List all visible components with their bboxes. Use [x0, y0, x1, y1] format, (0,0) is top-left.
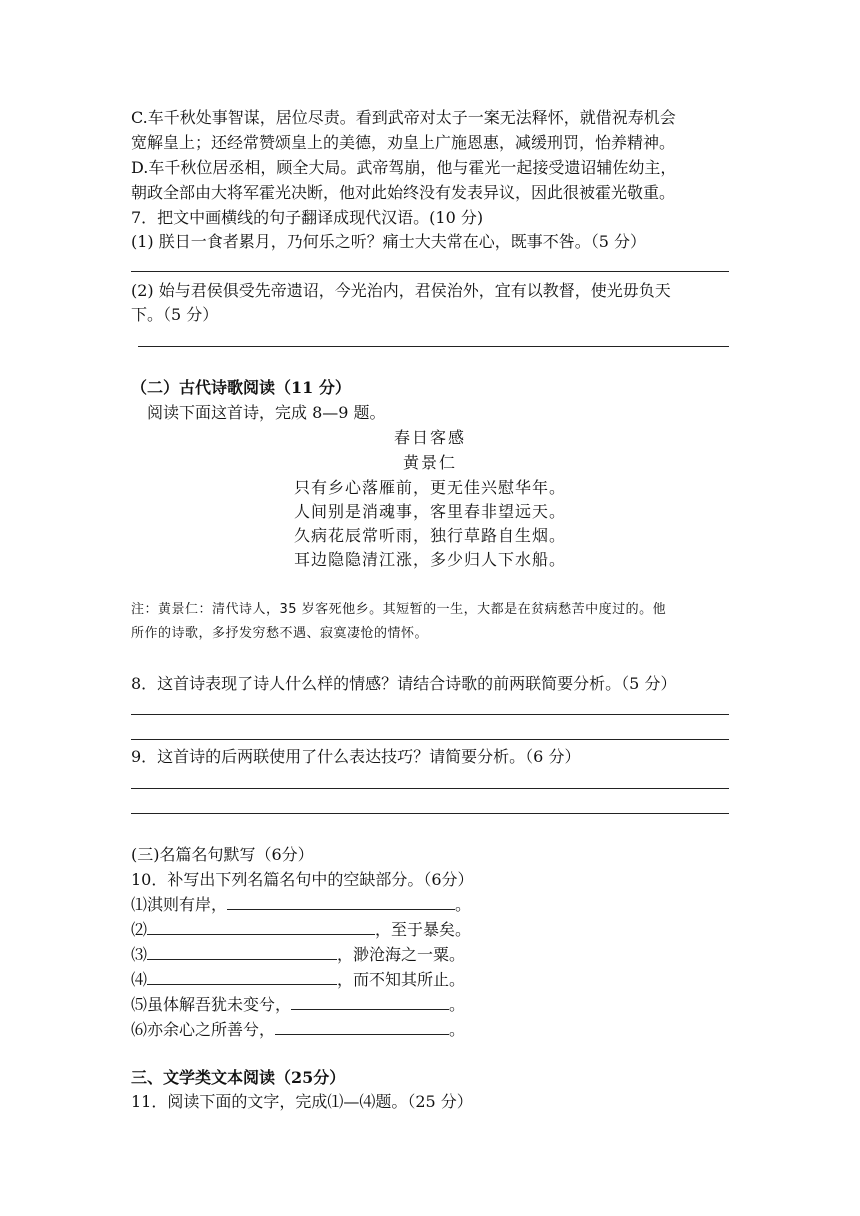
dictation-suffix: ，而不知其所止。	[337, 970, 466, 989]
answer-line-q8-1[interactable]	[131, 714, 729, 715]
q11-text: 11．阅读下面的文字，完成⑴—⑷题。（25 分）	[131, 1092, 473, 1111]
answer-line-q9-2[interactable]	[131, 813, 729, 814]
q7-sentence-2-line-1: (2) 始与君侯俱受先帝遗诏，今光治内，君侯治外，宜有以教督，使光毋负天	[131, 281, 671, 300]
dictation-blank-3[interactable]	[147, 943, 337, 960]
poem-note-line-1: 注：黄景仁：清代诗人，35 岁客死他乡。其短暂的一生，大都是在贫病愁苦中度过的。他	[131, 602, 667, 617]
dictation-blank-4[interactable]	[147, 968, 337, 985]
dictation-item-3	[131, 943, 465, 967]
dictation-blank-5[interactable]	[291, 993, 449, 1010]
section-3-heading: (三)名篇名句默写（6分）	[131, 845, 314, 864]
dictation-suffix: 。	[449, 1020, 466, 1039]
dictation-suffix: 。	[455, 895, 472, 914]
dictation-item-5	[131, 993, 465, 1017]
dictation-item-6	[131, 1018, 465, 1042]
option-d-line-2: 朝政全部由大将军霍光决断，他对此始终没有发表异议，因此很被霍光敬重。	[131, 183, 676, 202]
dictation-blank-2[interactable]	[147, 918, 375, 935]
dictation-blank-1[interactable]	[227, 893, 455, 910]
dictation-prefix: ⑸虽体解吾犹未变兮，	[131, 995, 292, 1014]
section-2-heading: （二）古代诗歌阅读（11 分）	[131, 378, 351, 397]
q10-text: 10．补写出下列名篇名句中的空缺部分。（6分）	[131, 870, 474, 889]
poem-line-3: 久病花辰常听雨，独行草路自生烟。	[293, 526, 566, 545]
poem-note-line-2: 所作的诗歌，多抒发穷愁不遇、寂寞凄怆的情怀。	[131, 626, 429, 641]
poem-title: 春日客感	[393, 428, 466, 447]
dictation-prefix: ⑹亦余心之所善兮，	[131, 1020, 276, 1039]
dictation-blank-6[interactable]	[275, 1018, 449, 1035]
q8-text: 8．这首诗表现了诗人什么样的情感？请结合诗歌的前两联简要分析。（5 分）	[131, 674, 677, 693]
dictation-item-1	[131, 893, 471, 917]
q7-title: 7．把文中画横线的句子翻译成现代汉语。(10 分)	[131, 208, 484, 227]
q7-sentence-2-line-2: 下。（5 分）	[131, 305, 219, 324]
q7-sentence-1: (1) 朕日一食者累月，乃何乐之听？痛士大夫常在心，既事不咎。（5 分）	[131, 232, 647, 251]
section-2-intro: 阅读下面这首诗，完成 8—9 题。	[147, 403, 386, 422]
part-3-heading: 三、文学类文本阅读（25分）	[131, 1068, 346, 1087]
dictation-prefix: ⑵	[131, 920, 148, 939]
dictation-suffix: 。	[449, 995, 466, 1014]
poem-author: 黄景仁	[402, 453, 457, 472]
dictation-prefix: ⑶	[131, 945, 148, 964]
dictation-suffix: ，渺沧海之一粟。	[337, 945, 466, 964]
answer-line-q7-2[interactable]	[138, 346, 729, 347]
poem-line-2: 人间别是消魂事，客里春非望远天。	[293, 502, 566, 521]
dictation-suffix: ，至于暴矣。	[375, 920, 472, 939]
answer-line-q8-2[interactable]	[131, 739, 729, 740]
dictation-prefix: ⑷	[131, 970, 148, 989]
answer-line-q7-1[interactable]	[131, 271, 729, 272]
poem-line-4: 耳边隐隐清江涨，多少归人下水船。	[293, 550, 566, 569]
dictation-prefix: ⑴淇则有岸，	[131, 895, 228, 914]
option-c-line-1: C.车千秋处事智谋，居位尽责。看到武帝对太子一案无法释怀，就借祝寿机会	[131, 108, 676, 127]
poem-line-1: 只有乡心落雁前，更无佳兴慰华年。	[293, 478, 566, 497]
option-d-line-1: D.车千秋位居丞相，顾全大局。武帝驾崩，他与霍光一起接受遗诏辅佐幼主，	[131, 158, 677, 177]
dictation-item-2	[131, 918, 471, 942]
q9-text: 9．这首诗的后两联使用了什么表达技巧？请简要分析。（6 分）	[131, 747, 581, 766]
answer-line-q9-1[interactable]	[131, 788, 729, 789]
dictation-item-4	[131, 968, 465, 992]
option-c-line-2: 宽解皇上；还经常赞颂皇上的美德，劝皇上广施恩惠，减缓刑罚，怡养精神。	[131, 133, 676, 152]
